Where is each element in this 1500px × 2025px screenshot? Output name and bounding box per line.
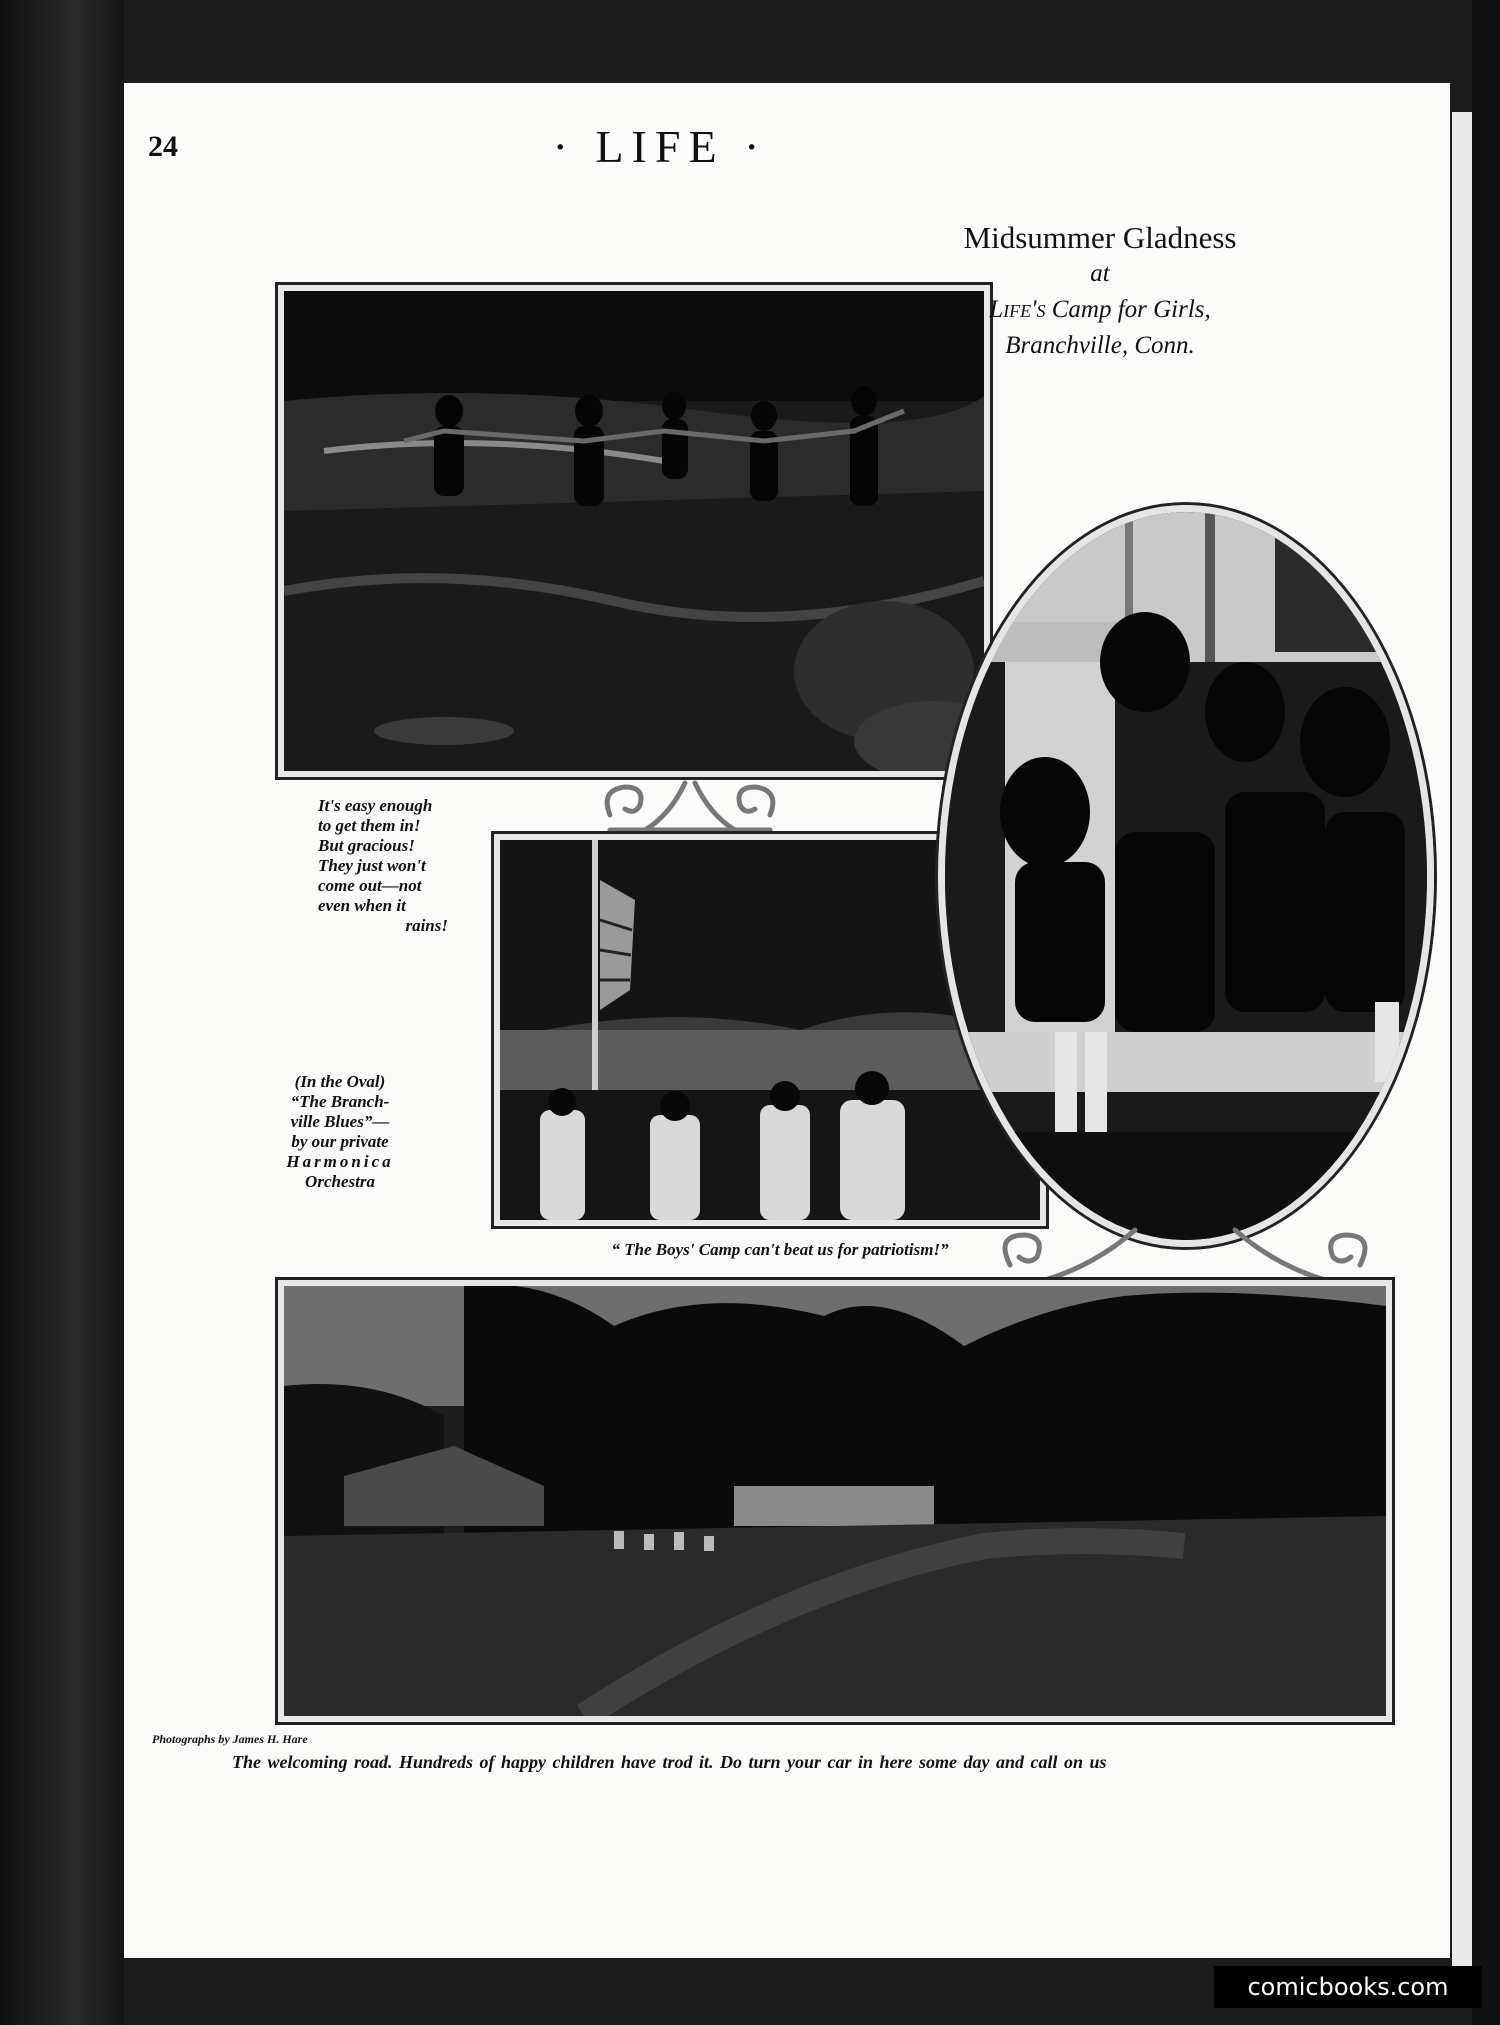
caption-road: The welcoming road. Hundreds of happy children have trod it. Do turn your car in here some day and call on us <box>232 1752 1107 1772</box>
caption-line: Orchestra <box>305 1172 375 1191</box>
scroll-ornament-bottom <box>985 1225 1385 1285</box>
caption-line: by our private <box>291 1132 389 1151</box>
adjacent-page-edge <box>1452 112 1474 1992</box>
article-heading <box>850 220 1350 364</box>
heading-camp-life: Life's <box>989 296 1046 323</box>
scan-border-left <box>0 0 124 2025</box>
masthead-life: · LIFE · <box>552 121 768 172</box>
caption-line: Harmonica <box>286 1152 394 1171</box>
photo-harmonica-oval <box>938 505 1434 1247</box>
caption-line: ville Blues”— <box>290 1112 390 1131</box>
heading-at: at <box>1090 260 1110 287</box>
page-number: 24 <box>148 130 178 163</box>
photo-welcoming-road <box>278 1280 1392 1722</box>
caption-line: It's easy enough <box>318 796 433 815</box>
caption-line: (In the Oval) <box>294 1072 386 1091</box>
scan-border-right <box>1472 0 1500 2025</box>
scroll-ornament-top <box>590 775 790 835</box>
caption-oval <box>270 1072 410 1192</box>
heading-place: Branchville, Conn. <box>1005 332 1195 359</box>
caption-line: to get them in! <box>318 816 421 835</box>
article-title: Midsummer Gladness <box>963 220 1237 255</box>
caption-line: But gracious! <box>318 836 415 855</box>
caption-line: They just won't <box>318 856 426 875</box>
heading-camp-rest: Camp for Girls, <box>1045 296 1211 323</box>
caption-line: rains! <box>405 916 448 935</box>
caption-line: “The Branch- <box>290 1092 390 1111</box>
heading-camp <box>850 292 1350 328</box>
caption-flag: “ The Boys' Camp can't beat us for patriotism!” <box>611 1240 949 1259</box>
caption-swimming <box>318 796 448 936</box>
caption-line: even when it <box>318 896 406 915</box>
caption-line: come out—not <box>318 876 422 895</box>
watermark: comicbooks.com <box>1214 1966 1482 2008</box>
photo-credit: Photographs by James H. Hare <box>152 1732 308 1746</box>
